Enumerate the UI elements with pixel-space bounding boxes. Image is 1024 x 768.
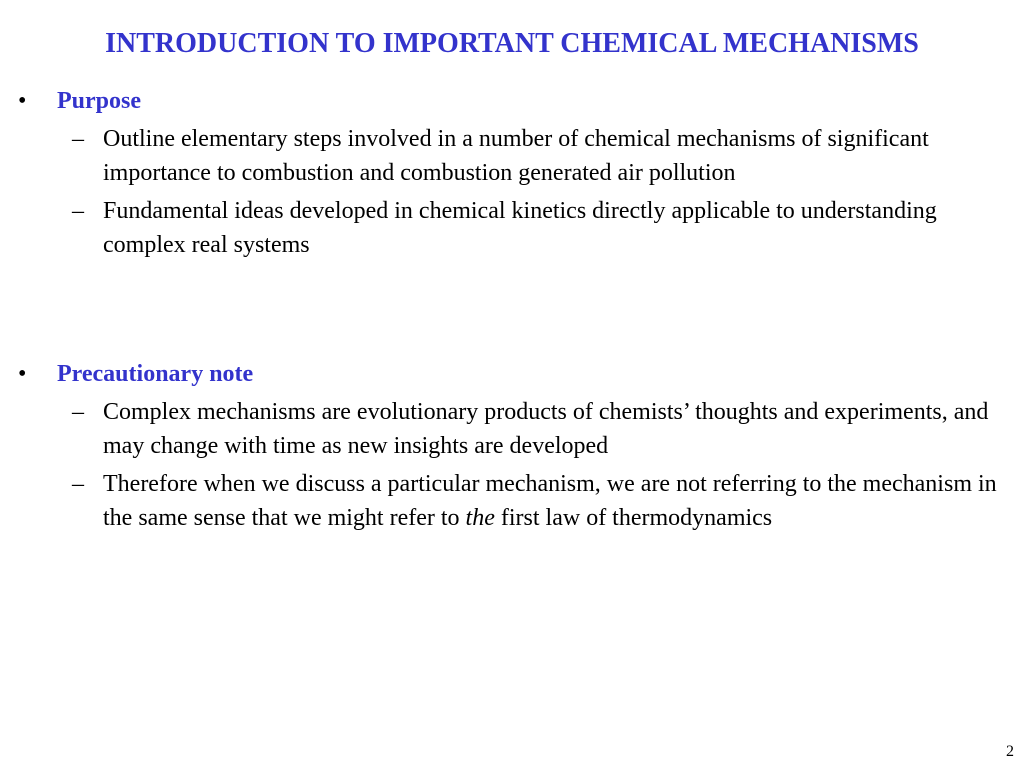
precautionary-item-2-text-before: Therefore when we discuss a particular mechanism, we are not referring to the mechanism in the same sense that we might refer to	[103, 471, 997, 531]
bullet-dot: •	[18, 361, 27, 387]
sub-dash: –	[72, 399, 84, 425]
purpose-sub-list	[0, 122, 1024, 262]
precautionary-item-2	[0, 467, 1024, 535]
precautionary-sub-list	[0, 395, 1024, 535]
precautionary-item-2-emphasis: the	[465, 505, 495, 531]
precautionary-item-2-text-after: first law of thermodynamics	[494, 505, 773, 531]
sub-dash: –	[72, 126, 84, 152]
sub-dash: –	[72, 471, 84, 497]
sub-dash: –	[72, 198, 84, 224]
page-number: 2	[1006, 743, 1014, 760]
section-heading-purpose: Purpose	[57, 88, 141, 114]
purpose-item-1-text: Outline elementary steps involved in a number of chemical mechanisms of significant importance to combustion and combustion generated air pollution	[103, 126, 929, 186]
precautionary-item-1-text: Complex mechanisms are evolutionary products of chemists’ thoughts and experiments, and may change with time as new insights are developed	[103, 399, 989, 459]
section-precautionary-note	[0, 357, 1024, 535]
slide-title: INTRODUCTION TO IMPORTANT CHEMICAL MECHANISMS	[105, 28, 919, 59]
purpose-item-2	[0, 194, 1024, 262]
section-purpose	[0, 84, 1024, 262]
section-heading-precautionary-note: Precautionary note	[57, 361, 254, 387]
purpose-item-1	[0, 122, 1024, 190]
bullet-purpose	[0, 84, 1024, 118]
precautionary-item-1	[0, 395, 1024, 463]
purpose-item-2-text: Fundamental ideas developed in chemical kinetics directly applicable to understanding complex real systems	[103, 198, 937, 258]
bullet-precautionary-note	[0, 357, 1024, 391]
bullet-dot: •	[18, 88, 27, 114]
